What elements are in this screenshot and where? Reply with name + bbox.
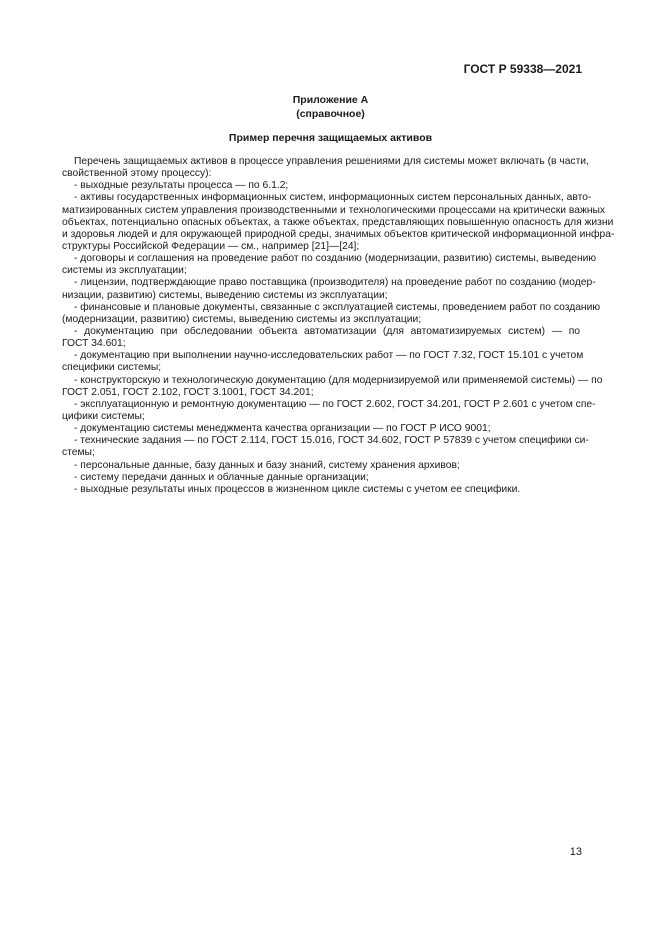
list-item [62, 435, 589, 459]
list-item [62, 398, 596, 423]
text-line: - конструкторскую и технологическую документацию (для модернизируемой или применяемой системы) — по [74, 374, 603, 386]
intro-paragraph [62, 156, 589, 180]
text-line: ГОСТ 34.601; [62, 338, 126, 350]
text-line: - финансовые и плановые документы, связанные с эксплуатацией системы, проведением работ по созданию [74, 301, 601, 313]
annex-subtitle: (справочное) [296, 108, 365, 120]
text-line: (модернизации, развитию) системы, выведению системы из эксплуатации; [62, 313, 422, 325]
text-line: объектах, потенциально опасных объектах, а также объектах, представляющих повышенную опасность для жизни [62, 216, 614, 228]
list-item [62, 253, 597, 277]
text-line: и здоровья людей и для окружающей природной среды, значимых объектов критической информационной инфра- [62, 228, 615, 240]
text-line: - выходные результаты процесса — по 6.1.2; [74, 180, 289, 192]
list-item [62, 180, 580, 192]
text-line: цифики системы; [62, 410, 145, 422]
text-line: - документацию при обследовании объекта автоматизации (для автоматизируемых систем) — по [74, 325, 580, 337]
list-item [62, 423, 580, 435]
text-line: стемы; [62, 447, 95, 459]
text-line: - персональные данные, базу данных и базу знаний, систему хранения архивов; [74, 459, 460, 471]
list-item [62, 277, 596, 301]
list-item [62, 301, 601, 326]
list-item [62, 374, 603, 399]
text-line: - документацию системы менеджмента качества организации — по ГОСТ Р ИСО 9001; [74, 423, 491, 435]
text-line: - систему передачи данных и облачные данные организации; [74, 471, 369, 483]
text-line: - технические задания — по ГОСТ 2.114, ГОСТ 15.016, ГОСТ 34.602, ГОСТ Р 57839 с учетом специфики си- [74, 435, 589, 447]
text-line: системы из эксплуатации; [62, 265, 187, 277]
list-item [62, 350, 584, 374]
text-line: матизированных систем управления производственными и технологическими процессами на критически важных [62, 204, 606, 216]
list-item [62, 192, 615, 253]
text-line: - договоры и соглашения на проведение работ по созданию (модернизации, развитию) системы, выведению [74, 253, 597, 265]
text-line: - лицензии, подтверждающие право поставщика (производителя) на проведение работ по созданию (модер- [74, 277, 596, 289]
list-item [62, 484, 580, 496]
text-line: специфики системы; [62, 362, 162, 374]
text-line: структуры Российской Федерации — см., например [21]—[24]; [62, 240, 360, 252]
text-line: - документацию при выполнении научно-исследовательских работ — по ГОСТ 7.32, ГОСТ 15.101 с учетом [74, 350, 584, 362]
text-line: - активы государственных информационных систем, информационных систем персональных данных, авто- [74, 192, 592, 204]
text-line: - эксплуатационную и ремонтную документацию — по ГОСТ 2.602, ГОСТ 34.201, ГОСТ Р 2.601 с учетом спе- [74, 398, 596, 410]
text-line: Перечень защищаемых активов в процессе управления решениями для системы может включать (в части, [74, 156, 589, 167]
annex-title: Приложение А [292, 94, 369, 106]
text-line: свойственной этому процессу): [62, 168, 212, 180]
document-body [62, 156, 615, 496]
list-item [62, 326, 580, 350]
list-item [62, 472, 580, 484]
text-line: - выходные результаты иных процессов в жизненном цикле системы с учетом ее специфики. [74, 483, 521, 495]
text-line: ГОСТ 2.051, ГОСТ 2.102, ГОСТ 3.1001, ГОСТ 34.201; [62, 386, 314, 398]
list-item [62, 460, 580, 472]
page-number: 13 [569, 846, 582, 858]
section-heading: Пример перечня защищаемых активов [228, 132, 433, 144]
text-line: низации, развитию) системы, выведению системы из эксплуатации; [62, 289, 388, 301]
document-id: ГОСТ Р 59338—2021 [463, 62, 582, 76]
